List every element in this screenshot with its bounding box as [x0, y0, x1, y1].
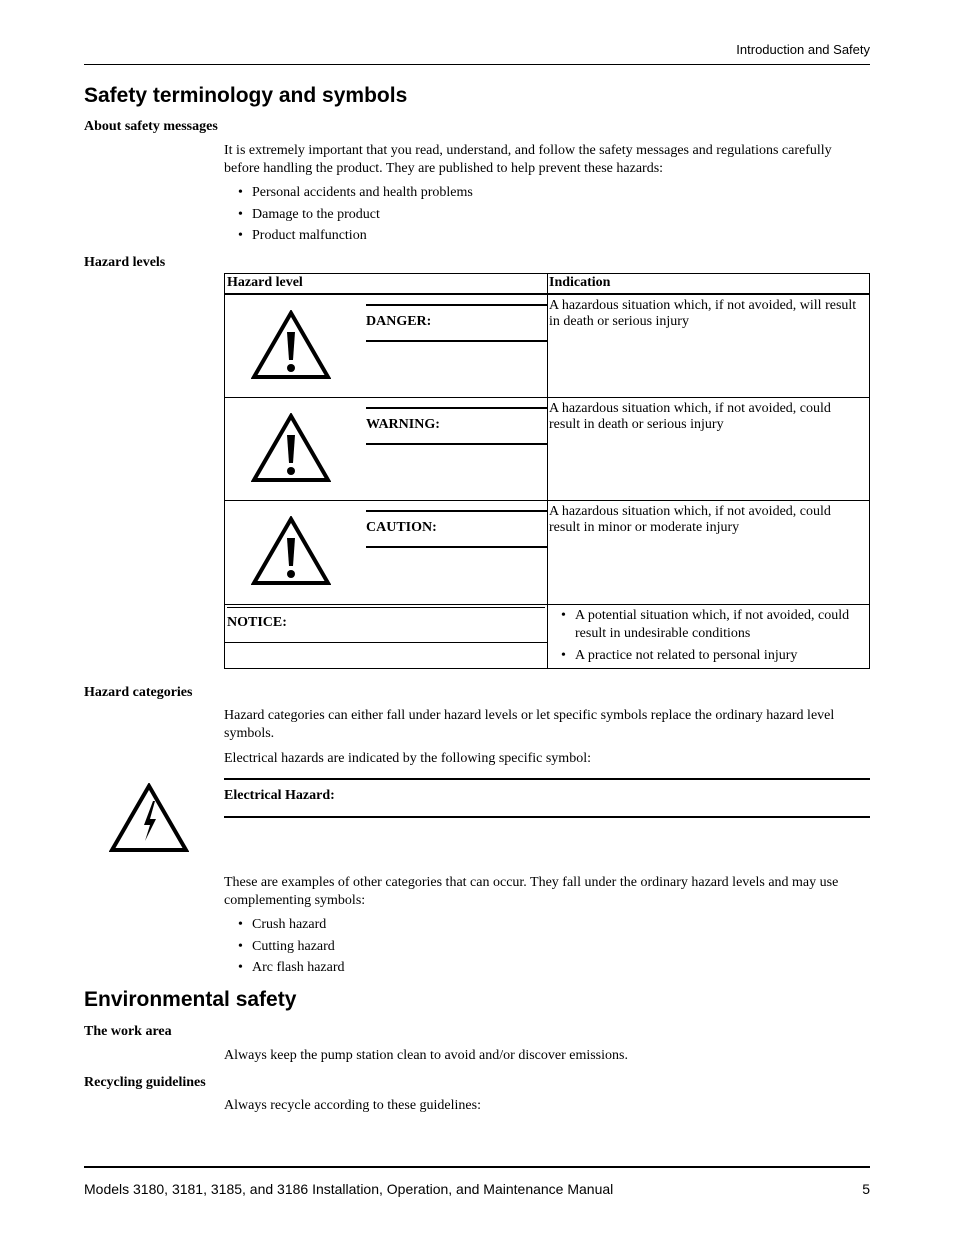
list-item: • Damage to the product — [238, 206, 858, 228]
level-top-rule — [366, 510, 547, 512]
level-label-caution: CAUTION: — [366, 520, 437, 535]
list-item: • Crush hazard — [238, 916, 858, 938]
footer-manual-title: Models 3180, 3181, 3185, and 3186 Installation, Operation, and Maintenance Manual — [84, 1181, 614, 1197]
list-item: • Product malfunction — [238, 227, 858, 249]
table-row-warning — [225, 397, 869, 500]
table-row-caution — [225, 500, 869, 604]
list-item: • A practice not related to personal injury — [561, 647, 861, 669]
indication-warning: A hazardous situation which, if not avoided, could result in death or serious injury — [549, 401, 831, 432]
work-area-paragraph: Always keep the pump station clean to avoid and/or discover emissions. — [224, 1048, 628, 1063]
subheading-about-safety-messages: About safety messages — [84, 119, 218, 134]
page-number: 5 — [862, 1181, 870, 1197]
level-bottom-rule — [366, 340, 547, 342]
table-row-notice — [225, 605, 869, 668]
list-item: • Personal accidents and health problems — [238, 184, 858, 206]
table-row-danger — [225, 294, 869, 397]
hazard-categories-paragraph: Hazard categories can either fall under hazard levels or let specific symbols replace the ordinary hazard level symbols. — [224, 708, 835, 741]
list-item: • A potential situation which, if not avoided, could result in undesirable conditions — [561, 607, 861, 647]
electrical-intro-paragraph: Electrical hazards are indicated by the following specific symbol: — [224, 751, 591, 766]
level-bottom-rule — [366, 443, 547, 445]
other-categories-bullet-list — [238, 916, 858, 981]
electrical-hazard-label: Electrical Hazard: — [224, 788, 335, 803]
level-top-rule — [366, 407, 547, 409]
list-item: • Arc flash hazard — [238, 959, 858, 981]
level-label-notice: NOTICE: — [227, 615, 287, 630]
subheading-recycling-guidelines: Recycling guidelines — [84, 1075, 206, 1090]
electrical-hazard-icon — [109, 783, 189, 853]
section-title-environmental-safety: Environmental safety — [84, 988, 297, 1011]
page-footer — [84, 1181, 870, 1197]
list-item: • Cutting hazard — [238, 938, 858, 960]
about-safety-paragraph: It is extremely important that you read, understand, and follow the safety messages and regulations carefully before handling the product. They are published to help prevent these hazards: — [224, 143, 832, 176]
notice-top-rule — [227, 607, 545, 608]
hazard-levels-table — [224, 273, 870, 669]
indication-danger: A hazardous situation which, if not avoided, will result in death or serious injury — [549, 298, 857, 329]
level-label-danger: DANGER: — [366, 314, 432, 329]
level-label-warning: WARNING: — [366, 417, 440, 432]
warning-triangle-icon — [251, 310, 331, 380]
electrical-top-rule — [224, 778, 870, 780]
footer-rule — [84, 1166, 870, 1168]
table-header-indication: Indication — [549, 275, 611, 290]
warning-triangle-icon — [251, 516, 331, 586]
subheading-hazard-categories: Hazard categories — [84, 685, 193, 700]
notice-bottom-rule — [225, 642, 547, 643]
other-categories-paragraph: These are examples of other categories that can occur. They fall under the ordinary hazard levels and may use complementing symbols: — [224, 875, 839, 908]
electrical-bottom-rule — [224, 816, 870, 818]
table-header-hazard-level: Hazard level — [227, 275, 303, 290]
running-header-text: Introduction and Safety — [736, 42, 870, 57]
level-bottom-rule — [366, 546, 547, 548]
level-top-rule — [366, 304, 547, 306]
notice-bullet-list — [561, 607, 861, 669]
subheading-hazard-levels: Hazard levels — [84, 255, 166, 270]
recycling-paragraph: Always recycle according to these guidelines: — [224, 1098, 481, 1113]
warning-triangle-icon — [251, 413, 331, 483]
section-title-safety-terminology: Safety terminology and symbols — [84, 84, 408, 107]
about-safety-bullet-list — [238, 184, 858, 249]
running-header — [84, 40, 870, 65]
subheading-work-area: The work area — [84, 1024, 172, 1039]
indication-caution: A hazardous situation which, if not avoided, could result in minor or moderate injury — [549, 504, 831, 535]
